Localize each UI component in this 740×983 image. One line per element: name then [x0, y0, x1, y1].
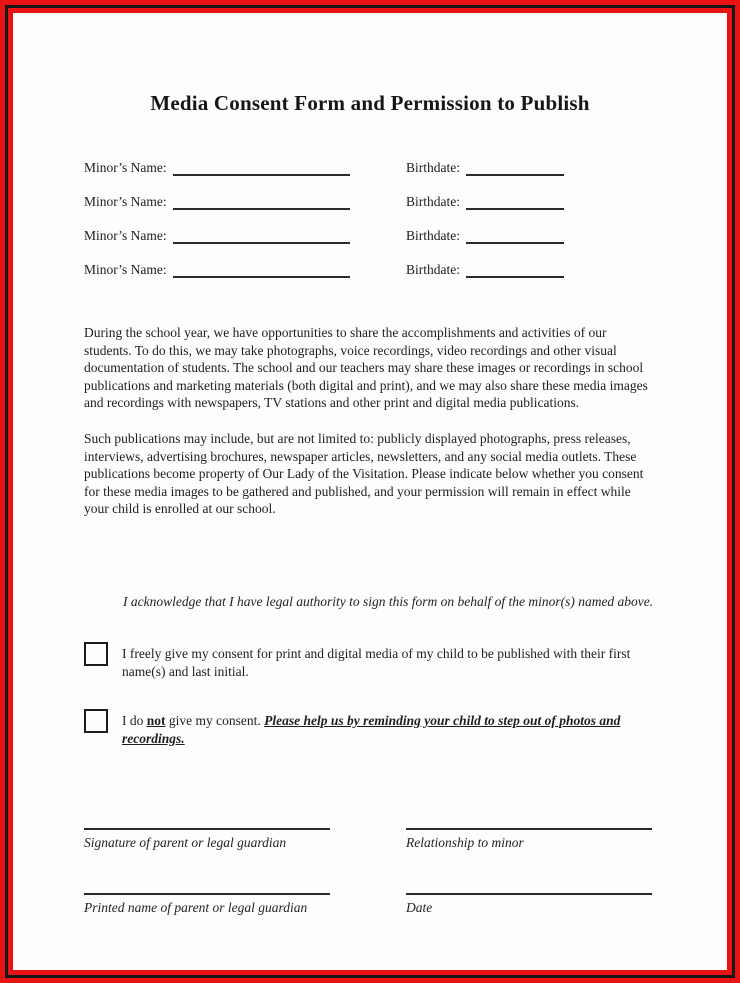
minor-row: [84, 142, 656, 176]
page-frame-inner-red: [8, 8, 732, 975]
birthdate-cell: [406, 160, 656, 176]
signature-field: [84, 893, 330, 916]
signature-field: [84, 828, 330, 851]
minor-name-blank-1[interactable]: [173, 160, 350, 176]
consent-no-option: [84, 711, 656, 748]
minor-name-cell: [84, 194, 406, 210]
consent-no-text-not: not: [146, 712, 166, 728]
consent-no-checkbox[interactable]: [84, 709, 108, 733]
consent-no-text-part2: give my consent.: [165, 712, 265, 728]
minor-name-cell: [84, 228, 406, 244]
intro-paragraph: During the school year, we have opportunities to share the accomplishments and activities of our students. To do this, we may take photographs, voice recordings, video recordings and other visual documentation of students. The school and our teachers may share these images or recordings in school publications and marketing materials (both digital and print), and we may also share these media images and recordings with newspapers, TV stations and other print and digital media publications.: [84, 325, 648, 411]
birthdate-blank-3[interactable]: [466, 228, 564, 244]
minor-name-blank-4[interactable]: [173, 262, 350, 278]
relationship-label: Relationship to minor: [406, 834, 524, 850]
printed-name-label: Printed name of parent or legal guardian: [84, 899, 308, 915]
consent-yes-checkbox[interactable]: [84, 642, 108, 666]
consent-yes-option: [84, 644, 656, 681]
minor-name-cell: [84, 262, 406, 278]
minor-info-section: [84, 142, 656, 278]
birthdate-cell: [406, 194, 656, 210]
acknowledgment-statement: I acknowledge that I have legal authority to sign this form on behalf of the minor(s) named above.: [123, 593, 654, 609]
signature-field: [406, 893, 652, 916]
guardian-signature-label: Signature of parent or legal guardian: [84, 834, 287, 850]
consent-no-text-emphasis: Please help us by reminding your child to step out of photos and recordings.: [122, 712, 621, 746]
minor-name-blank-2[interactable]: [173, 194, 350, 210]
minor-name-blank-3[interactable]: [173, 228, 350, 244]
birthdate-cell: [406, 262, 656, 278]
minor-name-cell: [84, 160, 406, 176]
birthdate-label: Birthdate:: [406, 194, 460, 209]
birthdate-label: Birthdate:: [406, 262, 460, 277]
birthdate-blank-4[interactable]: [466, 262, 564, 278]
signature-section: [84, 828, 656, 916]
consent-no-text: [122, 711, 656, 748]
birthdate-blank-1[interactable]: [466, 160, 564, 176]
birthdate-cell: [406, 228, 656, 244]
minor-name-label: Minor’s Name:: [84, 228, 167, 243]
birthdate-label: Birthdate:: [406, 160, 460, 175]
date-label: Date: [406, 899, 433, 915]
consent-yes-text: I freely give my consent for print and digital media of my child to be published with their first name(s) and last initial.: [122, 645, 631, 679]
publications-paragraph: Such publications may include, but are not limited to: publicly displayed photographs, press releases, interviews, advertising brochures, newspaper articles, newsletters, and any social media outlets. These publications become property of Our Lady of the Visitation. Please indicate below whether you consent for these media images to be gathered and published, and your permission will remain in effect while your child is enrolled at our school.: [84, 430, 644, 517]
minor-name-label: Minor’s Name:: [84, 262, 167, 277]
minor-name-label: Minor’s Name:: [84, 194, 167, 209]
minor-name-label: Minor’s Name:: [84, 160, 167, 175]
signature-field: [406, 828, 652, 851]
page-frame-black-line: [5, 5, 735, 978]
minor-row: [84, 176, 656, 210]
birthdate-blank-2[interactable]: [466, 194, 564, 210]
minor-row: [84, 210, 656, 244]
consent-no-text-part1: I do: [122, 712, 147, 728]
form-page: [13, 13, 727, 916]
page-title: Media Consent Form and Permission to Publish: [150, 91, 590, 115]
birthdate-label: Birthdate:: [406, 228, 460, 243]
minor-row: [84, 244, 656, 278]
